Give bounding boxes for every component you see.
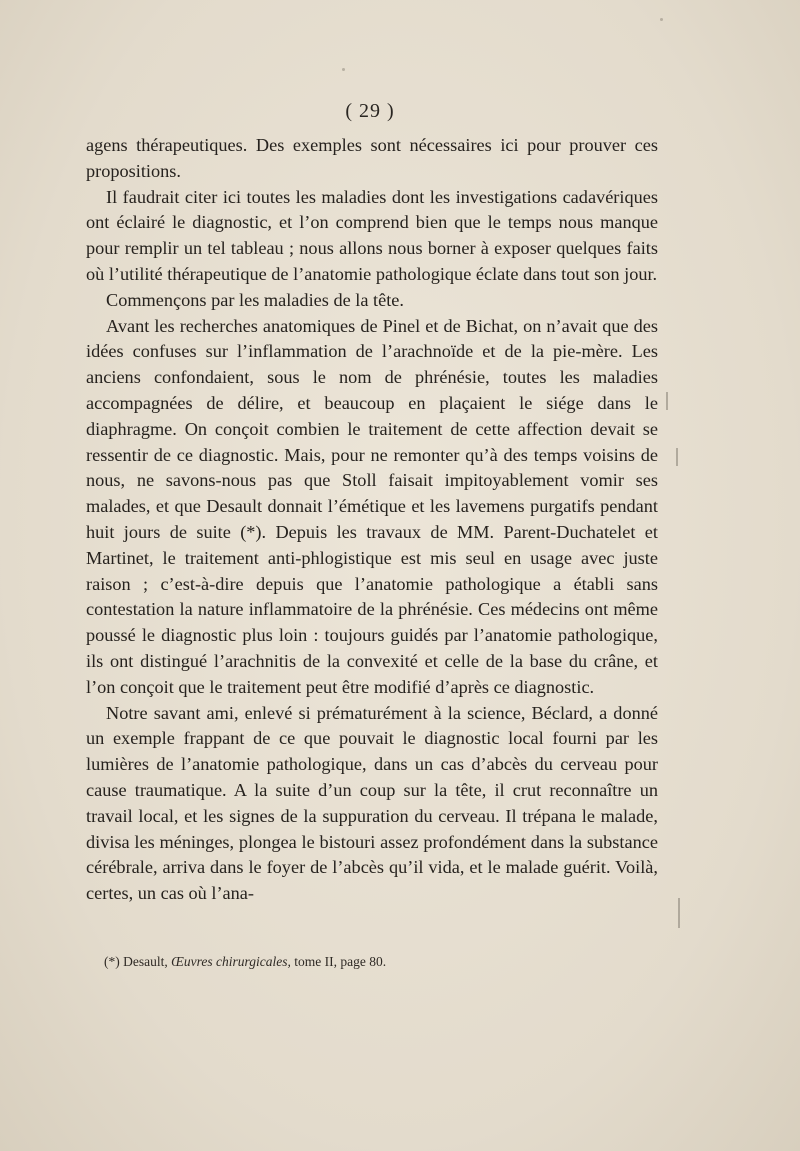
margin-mark — [676, 448, 678, 466]
footnote-author: Desault, — [123, 954, 168, 969]
footnote-work: Œuvres chirurgicales, — [171, 954, 291, 969]
paper-speck — [342, 68, 345, 71]
main-text — [86, 133, 658, 907]
paragraph: Commençons par les maladies de la tête. — [106, 289, 404, 310]
footnote — [104, 954, 386, 970]
page-number: ( 29 ) — [345, 100, 395, 122]
paragraph: Avant les recherches anatomiques de Pinel et de Bichat, on n’avait que des idées confuses sur l’inflammation de l’arachnoïde et de la pie-mère. Les anciens confondaient, sous le nom de phrénésie, toutes les maladies accompagnées de délire, et beaucoup en plaçaient le siége dans le diaphragme. On conçoit combien le traitement de cette affection devait se ressentir de ce diagnostic. Mais, pour ne remonter qu’à des temps voisins de nous, ne savons-nous pas que Stoll faisait impitoyablement vomir ses malades, et que Desault donnait l’émétique et les lavemens purgatifs pendant huit jours de suite (*). Depuis les travaux de MM. Parent-Duchatelet et Martinet, le traitement anti-phlogistique est mis seul en usage avec juste raison ; c’est-à-dire depuis que l’anatomie pathologique a établi sans contestation la nature inflammatoire de la phrénésie. Ces médecins ont même poussé le diagnostic plus loin : toujours guidés par l’anatomie pathologique, ils ont distingué l’arachnitis de la convexité et celle de la base du crâne, et l’on conçoit que le traitement peut être modifié d’après ce diagnostic. — [86, 315, 658, 697]
footnote-reference: tome II, page 80. — [294, 954, 387, 969]
paragraph-continuation: agens thérapeutiques. Des exemples sont nécessaires ici pour prouver ces propositions. — [86, 135, 658, 181]
margin-mark — [678, 898, 680, 928]
margin-mark — [666, 392, 668, 410]
paragraph: Il faudrait citer ici toutes les maladies dont les investigations cadavériques ont éclairé le diagnostic, et l’on comprend bien que le temps nous manque pour remplir un tel tableau ; nous allons nous borner à exposer quelques faits où l’utilité thérapeutique de l’anatomie pathologique éclate dans tout son jour. — [86, 186, 658, 284]
paragraph: Notre savant ami, enlevé si prématurément à la science, Béclard, a donné un exemple frappant de ce que pouvait le diagnostic local fourni par les lumières de l’anatomie pathologique, dans un cas d’abcès du cerveau pour cause traumatique. A la suite d’un coup sur la tête, il crut reconnaître un travail local, et les signes de la suppuration du cerveau. Il trépana le malade, divisa les méninges, plongea le bistouri assez profondément dans la substance cérébrale, arriva dans le foyer de l’abcès qu’il vida, et le malade guérit. Voilà, certes, un cas où l’ana- — [86, 702, 658, 904]
footnote-marker: (*) — [104, 954, 120, 969]
paper-speck — [660, 18, 663, 21]
